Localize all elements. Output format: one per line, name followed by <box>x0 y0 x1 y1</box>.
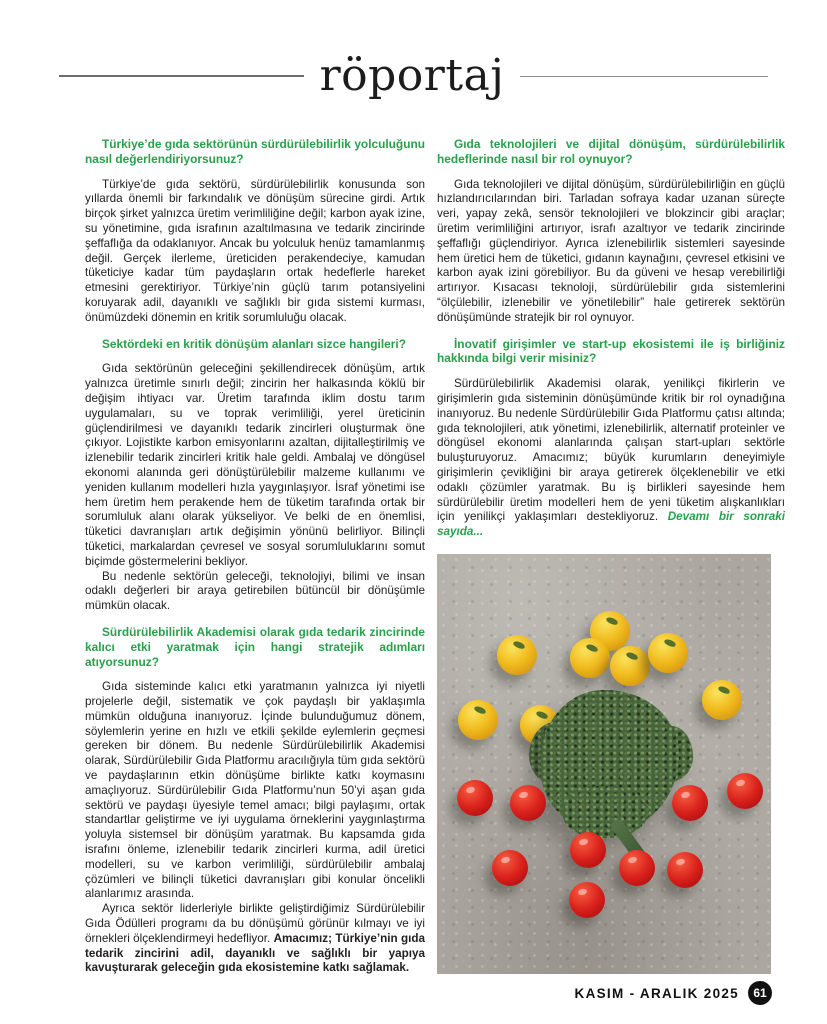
right-column <box>437 137 785 976</box>
yellow-tomato <box>648 633 688 673</box>
answer-text: Sürdürülebilirlik Akademisi olarak, yenilikçi fikirlerin ve girişimlerin gıda sisteminin dönüşümünde kritik bir rol oynadığına inanıyoruz. Bu nedenle Sürdürülebilir Gıda Platformu çatısı altında; gıda teknolojileri, atık yönetimi, izlenebilirlik, alternatif proteinler ve döngüsel ekonomi alanlarında çalışan start-upları sektörle buluşturuyoruz. Amacımız; büyük kurumların deneyimiyle girişimlerin çevikliğini bir araya getirerek ölçeklenebilir ve etki odaklı çözümler yaratmak. Bu iş birlikleri sayesinde hem sürdürülebilir üretim modelleri hem de yeni tüketim alışkanlıkları için yenilikçi yaklaşımları destekliyoruz. <box>437 377 785 524</box>
question-heading-3: Sürdürülebilirlik Akademisi olarak gıda tedarik zincirinde kalıcı etki yaratmak için hangi stratejik adımları atıyorsunuz? <box>85 624 425 669</box>
question-heading-2: Sektördeki en kritik dönüşüm alanları sizce hangileri? <box>102 336 406 351</box>
red-tomato <box>727 773 763 809</box>
red-tomato <box>667 852 703 888</box>
answer-paragraph: Gıda sisteminde kalıcı etki yaratmanın yalnızca iyi niyetli projelerle değil, sistematik ve çok paydaşlı bir yaklaşımla mümkün olduğuna inanıyoruz. İçinde bulunduğumuz dönem, söylemlerin yerine en hızlı ve etkili şekilde eylemlerin geçmesi gereken bir dönem. Bu nedenle Sürdürülebilirlik Akademisi olarak, Sürdürülebilir Gıda Platformu aracılığıyla tüm gıda sektörü ve paydaşlarının etkin dönüşüme birlikte katkı koymasını amaçlıyoruz. Sürdürülebilir Gıda Platformu’nun 50’yi aşan gıda sektörü ve paydaşı üyesiyle temel amacı; bilgi paylaşımı, ortak standartlar geliştirme ve iyi uygulama örneklerini yaygınlaştırma yoluyla sistemsel bir dönüşüm yaratmak. Bu kapsamda gıda israfını önleme, izlenebilir tedarik zincirleri kurma, adil üretici modelleri, su ve karbon verimliliği, sürdürülebilir ambalaj çözümleri ve bilinçli tüketici davranışları gibi konular öncelikli alanlarımız arasında. <box>85 680 425 901</box>
page-number-badge: 61 <box>748 981 772 1005</box>
food-photo <box>437 554 771 974</box>
yellow-tomato <box>570 638 610 678</box>
page-footer <box>575 981 772 1005</box>
yellow-tomato <box>458 700 498 740</box>
question-heading-1: Türkiye’de gıda sektörünün sürdürülebilirlik yolculuğunu nasıl değerlendiriyorsunuz? <box>85 137 425 166</box>
issue-date: KASIM - ARALIK 2025 <box>574 985 739 1001</box>
red-tomato <box>569 882 605 918</box>
question-heading-4: Gıda teknolojileri ve dijital dönüşüm, sürdürülebilirlik hedeflerinde nasıl bir rol oynuyor? <box>437 137 785 166</box>
answer-emphasis-bold: Amacımız; Türkiye’nin gıda tedarik zincirini adil, dayanıklı ve sağlıklı bir yapıya kavuşturarak geleceğin gıda ekosistemine katkı sağlamak. <box>85 931 425 975</box>
red-tomato <box>672 785 708 821</box>
red-tomato <box>570 832 606 868</box>
answer-paragraph: Gıda teknolojileri ve dijital dönüşüm, sürdürülebilirliğin en güçlü hızlandırıcılarından biri. Tarladan sofraya kadar uzanan süreçte veri, yapay zekâ, sensör teknolojileri ve blokzincir gibi araçlar; üretim verimliliğini artırıyor, israfı azaltıyor ve tedarik zincirinde şeffaflığı güçlendiriyor. Ayrıca izlenebilirlik sistemleri sayesinde hem üretici hem de tüketici, gıdanın kaynağını, çevresel etkisini ve karbon ayak izini görebiliyor. Bu da güveni ve hesap verebilirliği artırıyor. Kısacası teknoloji, sürdürülebilir gıda sistemlerini “ölçülebilir, izlenebilir ve yönetilebilir” hale getirerek sektörün dönüşümünde stratejik bir rol oynuyor. <box>437 177 785 324</box>
section-header <box>0 46 827 106</box>
answer-paragraph <box>85 902 425 976</box>
answer-paragraph: Bu nedenle sektörün geleceği, teknolojiyi, bilimi ve insan odaklı değerleri bir araya getirebilen bütüncül bir dönüşümle mümkün olacak. <box>85 569 425 613</box>
answer-paragraph: Türkiye’de gıda sektörü, sürdürülebilirlik konusunda son yıllarda önemli bir farkındalık ve dönüşüm sürecine girdi. Artık birçok şirket yalnızca üretim verimliliğine değil; karbon ayak izine, su yönetimine, gıda israfının azaltılmasına ve tedarik zincirinde şeffaflığa da odaklanıyor. Ancak bu yolculuk henüz tamamlanmış değil. Gerçek ilerleme, üreticiden perakendeciye, kamudan tüketiciye kadar tüm paydaşların ortak hedeflerle hareket etmesini gerektiriyor. Türkiye’nin güçlü tarım potansiyelini koruyarak adil, dayanıklı ve sağlıklı bir gıda sistemi kurması, önümüzdeki dönemin en kritik sorumluluğu olacak. <box>85 177 425 324</box>
red-tomato <box>510 785 546 821</box>
header-rule-right <box>520 76 768 77</box>
yellow-tomato <box>497 635 537 675</box>
answer-paragraph: Gıda sektörünün geleceğini şekillendirecek dönüşüm, artık yalnızca üretimle sınırlı değil; zincirin her halkasında köklü bir değişim ihtiyacı var. Üretim tarafında iklim dostu tarım uygulamaları, su ve toprak verimliliği, yerel üreticinin güçlendirilmesi ve dayanıklı tedarik zincirleri oluşturmak öne çıkıyor. Lojistikte karbon emisyonlarını azaltan, dijitalleştirilmiş ve izlenebilir tedarik zincirleri kritik hale geldi. Ambalaj ve döngüsel ekonomi alanında geri dönüştürülebilir malzeme kullanımı ve yeniden kullanım modelleri hızla yaygınlaşıyor. İsraf yönetimi ise hem üretim hem perakende hem de tüketim tarafında ortak bir sorumluluk alanı olarak yükseliyor. Ve belki de en önemlisi, tüketici davranışları artık değişimin yönünü belirliyor. Bilinçli tüketici, markalardan çevresel ve sosyal sorumluluklarını somut biçimde göstermelerini bekliyor. <box>85 362 425 568</box>
left-column <box>85 137 425 976</box>
article-body <box>85 137 785 976</box>
yellow-tomato <box>610 646 650 686</box>
question-heading-5: İnovatif girişimler ve start-up ekosistemi ile iş birliğiniz hakkında bilgi verir misiniz? <box>437 336 785 366</box>
header-rule-left <box>59 75 304 77</box>
yellow-tomato <box>702 680 742 720</box>
red-tomato <box>492 850 528 886</box>
section-title: röportaj <box>319 50 505 101</box>
answer-text: Ayrıca sektör liderleriyle birlikte geliştirdiğimiz Sürdürülebilir Gıda Ödülleri programı da bu dönüşümü görünür kılmayı ve iyi örnekleri ölçeklendirmeyi hedefliyor. <box>85 902 425 945</box>
broccoli-floret <box>563 786 649 838</box>
continuation-note: Devamı bir sonraki sayıda... <box>437 510 785 539</box>
red-tomato <box>457 780 493 816</box>
red-tomato <box>619 850 655 886</box>
answer-paragraph <box>437 377 785 540</box>
